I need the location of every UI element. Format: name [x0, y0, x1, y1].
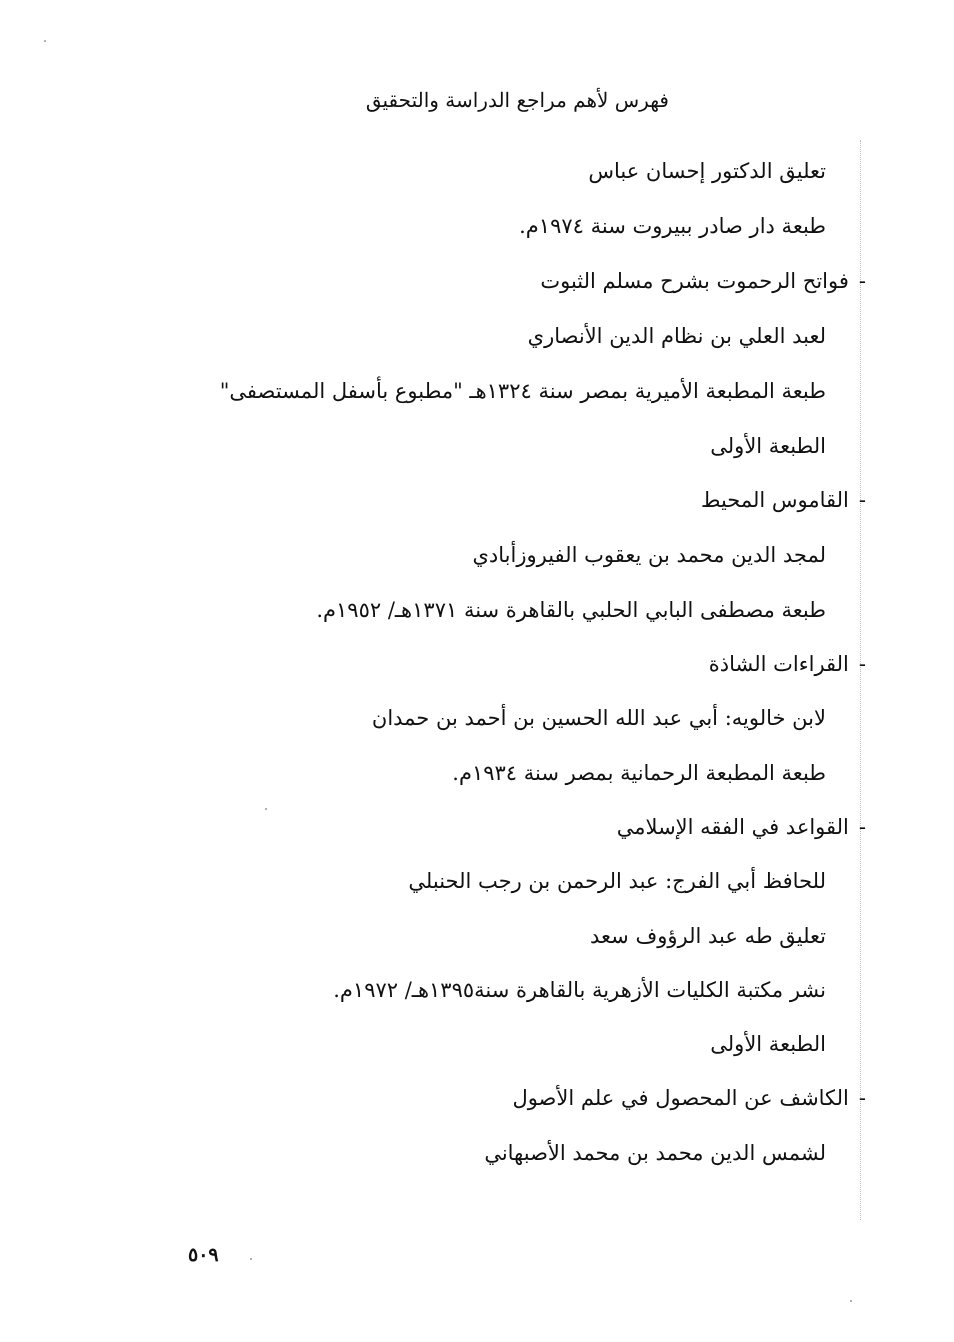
reference-entry-2 — [701, 485, 866, 515]
scan-speck — [265, 808, 267, 810]
entry-dash: - — [858, 1086, 866, 1110]
reference-line-7: طبعة مصطفى البابي الحلبي بالقاهرة سنة ١٣٧١هـ/ ١٩٥٢م. — [316, 598, 826, 622]
reference-line-13: الطبعة الأولى — [710, 1032, 826, 1056]
page-header: فهرس لأهم مراجع الدراسة والتحقيق — [365, 88, 669, 112]
page-number: ٥٠٩ — [188, 1244, 219, 1266]
entry-dash: - — [858, 488, 866, 512]
reference-line-5: الطبعة الأولى — [710, 434, 826, 458]
scan-speck — [44, 40, 46, 42]
reference-entry-4 — [617, 812, 866, 842]
entry-dash: - — [858, 652, 866, 676]
reference-line-12: نشر مكتبة الكليات الأزهرية بالقاهرة سنة١٣٩٥هـ/ ١٩٧٢م. — [333, 978, 826, 1002]
reference-line-2: طبعة دار صادر ببيروت سنة ١٩٧٤م. — [519, 214, 826, 238]
entry-title: الكاشف عن المحصول في علم الأصول — [512, 1086, 849, 1110]
reference-line-1: تعليق الدكتور إحسان عباس — [588, 159, 826, 183]
reference-line-3: لعبد العلي بن نظام الدين الأنصاري — [527, 324, 826, 348]
entry-dash: - — [858, 269, 866, 293]
scan-speck — [850, 1300, 852, 1302]
reference-line-9: طبعة المطبعة الرحمانية بمصر سنة ١٩٣٤م. — [452, 761, 826, 785]
reference-entry-3 — [709, 649, 866, 679]
reference-line-11: تعليق طه عبد الرؤوف سعد — [590, 924, 826, 948]
scan-fold-line — [860, 140, 862, 1220]
reference-line-10: للحافظ أبي الفرج: عبد الرحمن بن رجب الحنبلي — [408, 869, 826, 893]
reference-line-4: طبعة المطبعة الأميرية بمصر سنة ١٣٢٤هـ "مطبوع بأسفل المستصفى" — [219, 379, 826, 403]
entry-title: القواعد في الفقه الإسلامي — [616, 815, 849, 839]
reference-entry-5 — [512, 1083, 866, 1113]
reference-entry-1 — [540, 266, 866, 296]
entry-title: القراءات الشاذة — [708, 652, 849, 676]
reference-line-6: لمجد الدين محمد بن يعقوب الفيروزأبادي — [472, 543, 826, 567]
entry-title: القاموس المحيط — [701, 488, 849, 512]
scan-speck — [250, 1258, 252, 1260]
entry-dash: - — [858, 815, 866, 839]
entry-title: فواتح الرحموت بشرح مسلم الثبوت — [540, 269, 849, 293]
reference-line-8: لابن خالويه: أبي عبد الله الحسين بن أحمد بن حمدان — [371, 706, 826, 730]
reference-line-14: لشمس الدين محمد بن محمد الأصبهاني — [484, 1141, 826, 1165]
